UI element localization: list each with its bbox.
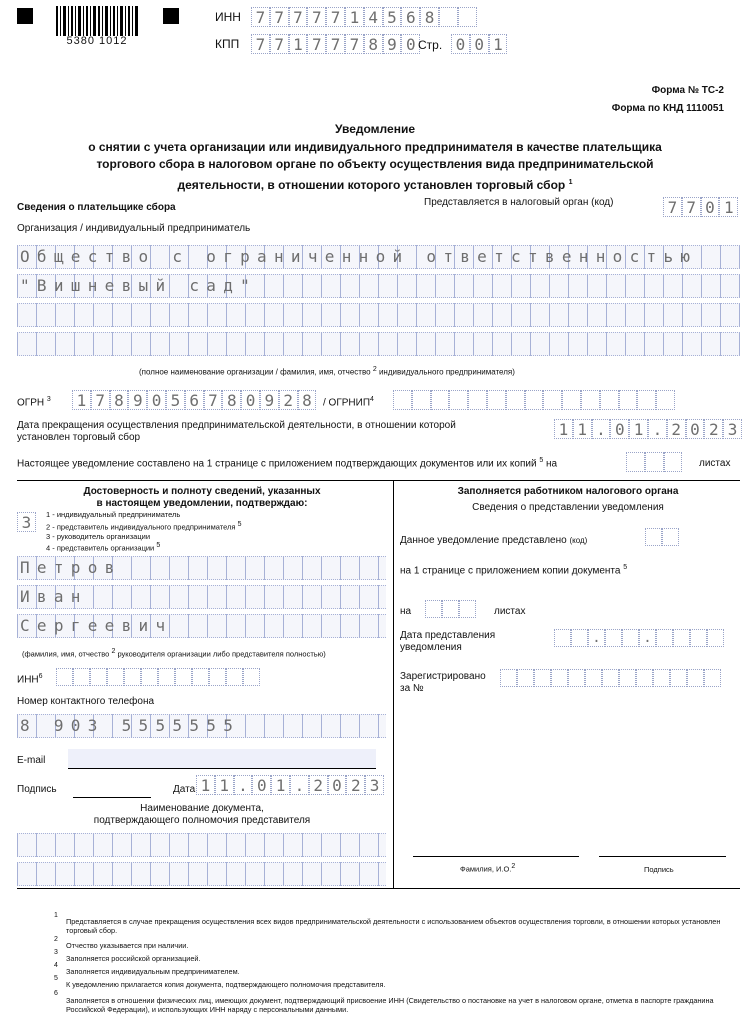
char-cell[interactable] bbox=[585, 669, 602, 687]
section-divider-vertical bbox=[393, 480, 394, 888]
char-cell[interactable]: 7 bbox=[270, 7, 289, 27]
title-line-4: деятельности, в отношении которого установлен торговый сбор $^1$ bbox=[177, 177, 573, 192]
footnote-number: 4 bbox=[54, 962, 58, 969]
barcode-bars bbox=[56, 6, 138, 36]
corner-marker-right bbox=[163, 8, 179, 24]
char-cell[interactable] bbox=[412, 390, 431, 410]
char-cell[interactable] bbox=[459, 600, 476, 618]
char-cell[interactable]: 2 bbox=[346, 775, 365, 795]
sign-date-cells[interactable] bbox=[196, 775, 384, 795]
char-cell[interactable]: 6 bbox=[185, 390, 204, 410]
char-cell[interactable] bbox=[619, 390, 638, 410]
char-cell[interactable] bbox=[704, 669, 721, 687]
char-cell[interactable]: 7 bbox=[326, 34, 345, 54]
char-cell[interactable] bbox=[73, 668, 90, 686]
stop-date-cells[interactable] bbox=[554, 419, 742, 439]
signer-options: 1 - индивидуальный предприниматель 2 - представитель индивидуального предпринимателя 5 3 - руководитель организации 4 - представитель организации 5 bbox=[46, 510, 242, 553]
first-name-row[interactable]: Иван bbox=[17, 585, 386, 609]
char-cell[interactable]: 7 bbox=[663, 197, 682, 217]
char-cell[interactable]: . bbox=[648, 419, 667, 439]
char-cell[interactable] bbox=[449, 390, 468, 410]
char-cell[interactable] bbox=[107, 668, 124, 686]
org-name-caption: (полное наименование организации / фамилия, имя, отчество 2 индивидуального предпринимателя) bbox=[139, 366, 515, 377]
char-cell[interactable]: 1 bbox=[72, 390, 91, 410]
org-name-row-2[interactable]: "Вишневый сад" bbox=[17, 274, 740, 298]
char-cell[interactable] bbox=[581, 390, 600, 410]
char-cell[interactable] bbox=[605, 629, 622, 647]
char-cell[interactable]: 5 bbox=[166, 390, 185, 410]
signer-code-cell[interactable]: 3 bbox=[17, 512, 36, 532]
char-cell[interactable] bbox=[626, 452, 645, 472]
char-cell[interactable] bbox=[602, 669, 619, 687]
char-cell[interactable] bbox=[534, 669, 551, 687]
signer-inn-label: ИНН$^6$ bbox=[17, 673, 43, 686]
char-cell[interactable] bbox=[673, 629, 690, 647]
barcode bbox=[56, 6, 138, 47]
char-cell[interactable]: 0 bbox=[470, 34, 489, 54]
ogrn-label: ОГРН $^3$ bbox=[17, 396, 51, 409]
char-cell[interactable] bbox=[487, 390, 506, 410]
footnote-text: Заполняется в отношении физических лиц, имеющих документ, подтверждающий присвоение ИНН (Свидетельство о постановке на учет в налоговом органе, отметка в паспорте гражданина Российской Федерации), и использующих ИНН наряду с персональными данными. bbox=[66, 996, 714, 1014]
barcode-number: 5380 1012 bbox=[66, 35, 128, 47]
kpp-label: КПП bbox=[215, 37, 240, 51]
footnote-text: Представляется в случае прекращения осуществления всех видов предпринимательской деятельности с использованием объектов осуществления торговли, в отношении которых установлен торговый сбор. bbox=[66, 917, 721, 935]
sign-date-label: Дата bbox=[173, 784, 196, 795]
footnote-text: Заполняется российской организацией. bbox=[66, 954, 201, 963]
char-cell[interactable]: 7 bbox=[289, 7, 308, 27]
char-cell[interactable]: 0 bbox=[701, 197, 720, 217]
char-cell[interactable]: 1 bbox=[629, 419, 648, 439]
char-cell[interactable]: 4 bbox=[364, 7, 383, 27]
char-cell[interactable] bbox=[687, 669, 704, 687]
char-cell[interactable]: 2 bbox=[704, 419, 723, 439]
confirm-heading: Достоверность и полноту сведений, указанных в настоящем уведомлении, подтверждаю: bbox=[83, 486, 321, 509]
char-cell[interactable]: 8 bbox=[110, 390, 129, 410]
char-cell[interactable] bbox=[571, 629, 588, 647]
char-cell[interactable]: 2 bbox=[667, 419, 686, 439]
officer-fio-line[interactable] bbox=[413, 856, 579, 857]
char-cell[interactable] bbox=[442, 600, 459, 618]
footnote-number: 2 bbox=[54, 936, 58, 943]
char-cell[interactable] bbox=[243, 668, 260, 686]
pages-sheets-label: листах bbox=[699, 458, 731, 469]
char-cell[interactable] bbox=[707, 629, 724, 647]
char-cell[interactable]: 9 bbox=[128, 390, 147, 410]
char-cell[interactable] bbox=[209, 668, 226, 686]
right-pages-label: на 1 странице с приложением копии документа $^5$ bbox=[400, 564, 628, 577]
char-cell[interactable] bbox=[645, 528, 662, 546]
char-cell[interactable]: 7 bbox=[270, 34, 289, 54]
registered-number-cells[interactable] bbox=[500, 669, 721, 687]
char-cell[interactable] bbox=[525, 390, 544, 410]
char-cell[interactable] bbox=[431, 390, 450, 410]
char-cell[interactable]: . bbox=[639, 629, 656, 647]
org-name-row-4[interactable] bbox=[17, 332, 740, 356]
char-cell[interactable]: 2 bbox=[309, 775, 328, 795]
char-cell[interactable] bbox=[500, 669, 517, 687]
submitted-label: Данное уведомление представлено (код) bbox=[400, 535, 588, 546]
char-cell[interactable]: 8 bbox=[298, 390, 317, 410]
char-cell[interactable]: 9 bbox=[383, 34, 402, 54]
char-cell[interactable]: 8 bbox=[420, 7, 439, 27]
phone-label: Номер контактного телефона bbox=[17, 696, 155, 707]
char-cell[interactable]: 0 bbox=[686, 419, 705, 439]
char-cell[interactable] bbox=[600, 390, 619, 410]
char-cell[interactable] bbox=[226, 668, 243, 686]
char-cell[interactable] bbox=[622, 629, 639, 647]
phone-row[interactable]: 8 903 5555555 bbox=[17, 714, 386, 738]
char-cell[interactable] bbox=[653, 669, 670, 687]
submission-subheading: Сведения о представлении уведомления bbox=[472, 502, 664, 513]
title-line-2: о снятии с учета организации или индивидуального предпринимателя в качестве плательщика bbox=[88, 139, 662, 154]
char-cell[interactable]: 1 bbox=[719, 197, 738, 217]
doc-name-row-1[interactable] bbox=[17, 833, 386, 857]
char-cell[interactable] bbox=[656, 390, 675, 410]
char-cell[interactable] bbox=[158, 668, 175, 686]
char-cell[interactable]: . bbox=[588, 629, 605, 647]
pages-text: Настоящее уведомление составлено на 1 странице с приложением подтверждающих документов или их копий $^5$ на bbox=[17, 457, 558, 470]
char-cell[interactable] bbox=[636, 669, 653, 687]
org-label: Организация / индивидуальный предприниматель bbox=[17, 223, 251, 234]
char-cell[interactable] bbox=[543, 390, 562, 410]
char-cell[interactable] bbox=[175, 668, 192, 686]
footnote-text: Отчество указывается при наличии. bbox=[66, 941, 189, 950]
char-cell[interactable] bbox=[662, 528, 679, 546]
char-cell[interactable]: 7 bbox=[204, 390, 223, 410]
registered-label: Зарегистрировано за № bbox=[400, 671, 486, 694]
sign-label: Подпись bbox=[17, 784, 57, 795]
page-label: Стр. bbox=[418, 38, 443, 52]
char-cell[interactable]: 1 bbox=[215, 775, 234, 795]
tax-officer-heading: Заполняется работником налогового органа bbox=[457, 486, 679, 497]
char-cell[interactable]: 7 bbox=[345, 34, 364, 54]
char-cell[interactable]: 0 bbox=[610, 419, 629, 439]
ogrn-cells[interactable] bbox=[72, 390, 316, 410]
char-cell[interactable]: 0 bbox=[252, 775, 271, 795]
footnote-number: 6 bbox=[54, 990, 58, 997]
footnote-text: К уведомлению прилагается копия документа, подтверждающего полномочия представителя. bbox=[66, 980, 386, 989]
char-cell[interactable] bbox=[458, 7, 477, 27]
section-divider-bottom bbox=[17, 888, 740, 889]
title-line-3: торгового сбора в налоговом органе по объекту осуществления вида предпринимательской bbox=[96, 157, 654, 171]
officer-sign-line[interactable] bbox=[599, 856, 726, 857]
pages-sheets-cells[interactable] bbox=[626, 452, 682, 472]
footnote-text: Заполняется индивидуальным предпринимателем. bbox=[66, 967, 240, 976]
char-cell[interactable]: 1 bbox=[289, 34, 308, 54]
char-cell[interactable] bbox=[664, 452, 683, 472]
footnote-number: 5 bbox=[54, 975, 58, 982]
email-label: E-mail bbox=[17, 755, 46, 766]
form-number: Форма № ТС-2 bbox=[651, 85, 724, 96]
char-cell[interactable] bbox=[124, 668, 141, 686]
corner-marker-left bbox=[17, 8, 33, 24]
char-cell[interactable] bbox=[192, 668, 209, 686]
char-cell[interactable]: 2 bbox=[279, 390, 298, 410]
right-sheets-label: листах bbox=[494, 606, 526, 617]
payer-heading: Сведения о плательщике сбора bbox=[17, 202, 176, 213]
inn-label: ИНН bbox=[215, 10, 241, 24]
email-field[interactable] bbox=[68, 749, 376, 769]
char-cell[interactable]: 1 bbox=[573, 419, 592, 439]
char-cell[interactable]: 8 bbox=[364, 34, 383, 54]
char-cell[interactable] bbox=[568, 669, 585, 687]
char-cell[interactable] bbox=[619, 669, 636, 687]
sign-line[interactable] bbox=[73, 797, 151, 798]
char-cell[interactable]: 0 bbox=[328, 775, 347, 795]
tax-office-label: Представляется в налоговый орган (код) bbox=[424, 197, 614, 208]
char-cell[interactable]: 3 bbox=[723, 419, 742, 439]
char-cell[interactable]: 1 bbox=[345, 7, 364, 27]
char-cell[interactable]: 7 bbox=[307, 34, 326, 54]
char-cell[interactable] bbox=[670, 669, 687, 687]
surname-row[interactable]: Петров bbox=[17, 556, 386, 580]
char-cell[interactable]: . bbox=[290, 775, 309, 795]
char-cell[interactable]: 0 bbox=[241, 390, 260, 410]
char-cell[interactable]: 1 bbox=[554, 419, 573, 439]
char-cell[interactable]: 6 bbox=[401, 7, 420, 27]
footnote-number: 1 bbox=[54, 912, 58, 919]
char-cell[interactable] bbox=[690, 629, 707, 647]
char-cell[interactable]: . bbox=[592, 419, 611, 439]
char-cell[interactable] bbox=[551, 669, 568, 687]
char-cell[interactable] bbox=[506, 390, 525, 410]
officer-sign-caption: Подпись bbox=[644, 865, 674, 874]
footnote-number: 3 bbox=[54, 949, 58, 956]
right-date-cells[interactable] bbox=[554, 629, 724, 647]
patronymic-row[interactable]: Сергеевич bbox=[17, 614, 386, 638]
char-cell[interactable]: 5 bbox=[383, 7, 402, 27]
form-knd: Форма по КНД 1110051 bbox=[611, 103, 724, 114]
char-cell[interactable] bbox=[90, 668, 107, 686]
char-cell[interactable] bbox=[562, 390, 581, 410]
char-cell[interactable] bbox=[425, 600, 442, 618]
ogrnip-label: / ОГРНИП$^4$ bbox=[323, 396, 374, 409]
stop-date-label: Дата прекращения осуществления предпринимательской деятельности, в отношении которой установлен торговый сбор bbox=[17, 420, 456, 443]
ogrnip-cells[interactable] bbox=[393, 390, 675, 410]
char-cell[interactable]: 7 bbox=[251, 7, 270, 27]
org-name-row-3[interactable] bbox=[17, 303, 740, 327]
char-cell[interactable]: 0 bbox=[401, 34, 420, 54]
title-line-1: Уведомление bbox=[334, 122, 415, 136]
fio-caption: (фамилия, имя, отчество 2 руководителя организации либо представителя полностью) bbox=[22, 648, 326, 659]
char-cell[interactable]: 8 bbox=[222, 390, 241, 410]
tax-office-code-cells[interactable] bbox=[663, 197, 738, 217]
signer-inn-cells[interactable] bbox=[56, 668, 260, 686]
right-on-label: на bbox=[400, 606, 412, 617]
char-cell[interactable] bbox=[141, 668, 158, 686]
right-sheets-cells[interactable] bbox=[425, 600, 476, 618]
submitted-code-cell[interactable] bbox=[645, 528, 679, 546]
char-cell[interactable]: 0 bbox=[147, 390, 166, 410]
page-cells[interactable] bbox=[451, 34, 507, 54]
char-cell[interactable] bbox=[645, 452, 664, 472]
char-cell[interactable] bbox=[656, 629, 673, 647]
char-cell[interactable]: 7 bbox=[307, 7, 326, 27]
char-cell[interactable] bbox=[56, 668, 73, 686]
char-cell[interactable]: 0 bbox=[451, 34, 470, 54]
org-name-row-1[interactable]: Общество с ограниченной ответственностью bbox=[17, 245, 740, 269]
char-cell[interactable] bbox=[439, 7, 458, 27]
char-cell[interactable]: 3 bbox=[365, 775, 384, 795]
char-cell[interactable]: 9 bbox=[260, 390, 279, 410]
char-cell[interactable]: 1 bbox=[196, 775, 215, 795]
char-cell[interactable]: 7 bbox=[251, 34, 270, 54]
document-title bbox=[20, 121, 730, 194]
char-cell[interactable] bbox=[554, 629, 571, 647]
kpp-cells[interactable] bbox=[251, 34, 420, 54]
char-cell[interactable]: 7 bbox=[326, 7, 345, 27]
officer-fio-caption: Фамилия, И.О.2 bbox=[460, 863, 516, 874]
char-cell[interactable]: 1 bbox=[489, 34, 508, 54]
char-cell[interactable]: . bbox=[234, 775, 253, 795]
char-cell[interactable] bbox=[393, 390, 412, 410]
char-cell[interactable]: 1 bbox=[271, 775, 290, 795]
doc-name-row-2[interactable] bbox=[17, 862, 386, 886]
char-cell[interactable] bbox=[637, 390, 656, 410]
char-cell[interactable]: 7 bbox=[682, 197, 701, 217]
char-cell[interactable] bbox=[468, 390, 487, 410]
char-cell[interactable] bbox=[517, 669, 534, 687]
char-cell[interactable]: 7 bbox=[91, 390, 110, 410]
right-date-label: Дата представления уведомления bbox=[400, 630, 496, 653]
inn-cells[interactable] bbox=[251, 7, 477, 27]
doc-label: Наименование документа, подтверждающего полномочия представителя bbox=[93, 803, 311, 826]
section-divider-top bbox=[17, 480, 740, 481]
